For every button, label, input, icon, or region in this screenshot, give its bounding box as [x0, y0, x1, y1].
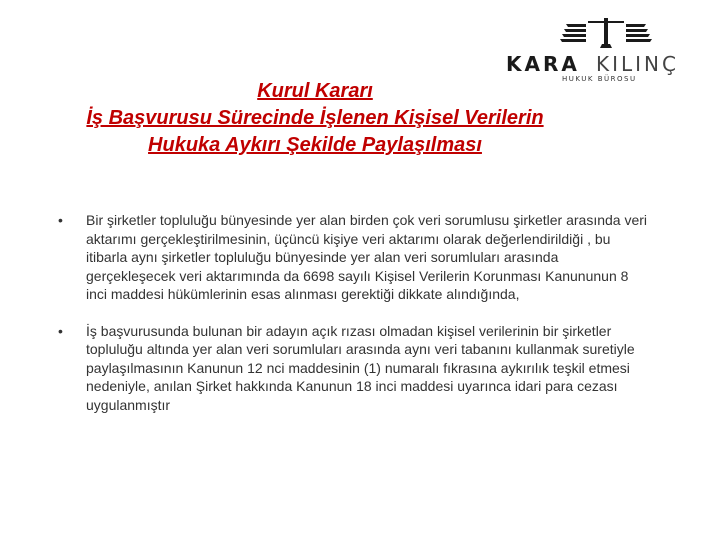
bullet-item [58, 211, 648, 304]
bullet-list [58, 211, 648, 414]
bullet-item [58, 322, 648, 415]
slide-title [20, 78, 610, 159]
title-line-3: Hukuka Aykırı Şekilde Paylaşılması [148, 134, 482, 156]
logo-brand-left: KARA [506, 52, 580, 76]
logo-subtitle: HUKUK BÜROSU [562, 75, 637, 83]
company-logo [504, 14, 708, 84]
bullet-text: Bir şirketler topluluğu bünyesinde yer alan birden çok veri sorumlusu şirketler arasında veri aktarımı gerçekleştirilmesinin, üçüncü kişiye veri aktarımı olarak değerlendirildiği , bu itibarla aynı şirketler topluluğu bünyesinde yer alan veri sorumluları arasında gerçekleşecek veri aktarımında da 6698 sayılı Kişisel Verilerin Korunması Kanununun 8 inci maddesi hükümlerinin esas alınması gerektiği dikkate alındığında, [86, 212, 648, 302]
bullet-text: İş başvurusunda bulunan bir adayın açık rızası olmadan kişisel verilerinin bir şirketler topluluğu altında yer alan veri sorumluları arasında aynı veri tabanını kullanmak suretiyle paylaşılmasının Kanunun 12 nci maddesinin (1) numaralı fıkrasına aykırılık teşkil etmesi nedeniyle, anılan Şirket hakkında Kanunun 18 inci maddesi uyarınca idari para cezası uygulanmıştır [86, 322, 635, 413]
title-line-1: Kurul Kararı [257, 80, 373, 102]
title-line-2: İş Başvurusu Sürecinde İşlenen Kişisel Verilerin [86, 107, 544, 129]
bullet-marker: • [58, 212, 63, 228]
bullet-marker: • [58, 322, 63, 339]
logo-brand-right: KILINÇ [596, 52, 679, 76]
scales-of-justice-icon [560, 18, 652, 48]
